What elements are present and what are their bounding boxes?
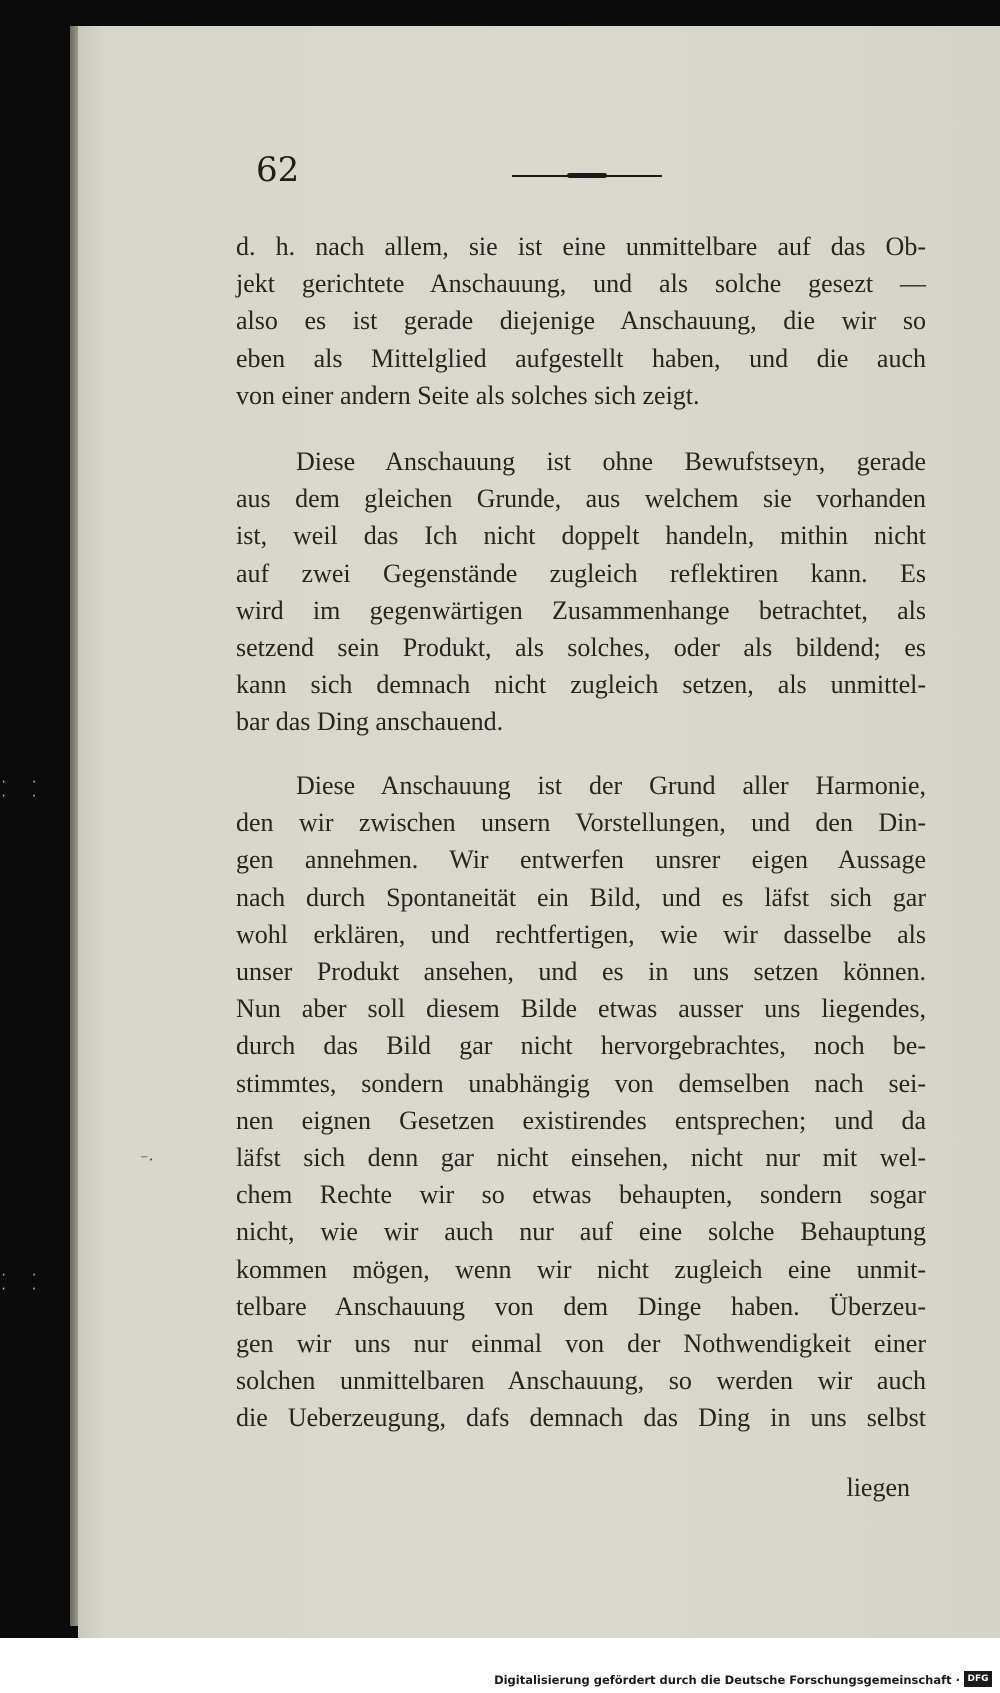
header-rule xyxy=(512,175,662,177)
text-line: nach durch Spontaneität ein Bild, und es läfst sich gar xyxy=(236,882,926,912)
text-line: ist, weil das Ich nicht doppelt handeln, mithin nicht xyxy=(236,521,926,551)
paragraph-1 xyxy=(236,228,926,414)
text-line: also es ist gerade diejenige Anschauung, die wir so xyxy=(236,306,926,336)
text-line: solchen unmittelbaren Anschauung, so werden wir auch xyxy=(236,1366,926,1396)
text-line: jekt gerichtete Anschauung, und als solche gesezt — xyxy=(236,269,926,299)
text-line: gen annehmen. Wir entwerfen unsrer eigen Aussage xyxy=(236,845,926,875)
text-line: auf zwei Gegenstände zugleich reflektiren kann. Es xyxy=(236,558,926,588)
text-line: aus dem gleichen Grunde, aus welchem sie vorhanden xyxy=(236,484,926,514)
text-line: die Ueberzeugung, dafs demnach das Ding in uns selbst xyxy=(236,1403,926,1433)
text-line: wird im gegenwärtigen Zusammenhange betrachtet, als xyxy=(236,595,926,625)
paragraph-2 xyxy=(236,443,926,741)
page-header xyxy=(256,150,916,190)
text-line: läfst sich denn gar nicht einsehen, nicht nur mit wel- xyxy=(236,1143,926,1173)
text-line: kann sich demnach nicht zugleich setzen, als unmittel- xyxy=(236,670,926,700)
text-line: setzend sein Produkt, als solches, oder als bildend; es xyxy=(236,633,926,663)
text-line: bar das Ding anschauend. xyxy=(236,707,504,737)
text-line: telbare Anschauung von dem Dinge haben. Überzeu- xyxy=(236,1291,926,1321)
text-line: chem Rechte wir so etwas behaupten, sondern sogar xyxy=(236,1180,926,1210)
margin-dots: · · · · xyxy=(0,1268,46,1296)
margin-mark: ⁻· xyxy=(140,1150,154,1169)
text-line: nicht, wie wir auch nur auf eine solche Behauptung xyxy=(236,1217,926,1247)
text-line: unser Produkt ansehen, und es in uns setzen können. xyxy=(236,957,926,987)
text-line: durch das Bild gar nicht hervorgebrachtes, noch be- xyxy=(236,1031,926,1061)
text-line: gen wir uns nur einmal von der Nothwendigkeit einer xyxy=(236,1329,926,1359)
text-line: Nun aber soll diesem Bilde etwas ausser uns liegendes, xyxy=(236,994,926,1024)
text-line: kommen mögen, wenn wir nicht zugleich eine unmit- xyxy=(236,1254,926,1284)
funding-credit: Digitalisierung gefördert durch die Deutsche Forschungsgemeinschaft · xyxy=(494,1673,960,1687)
text-line: d. h. nach allem, sie ist eine unmittelbare auf das Ob- xyxy=(236,232,926,261)
text-line: stimmtes, sondern unabhängig von demselben nach sei- xyxy=(236,1068,926,1098)
text-line: Diese Anschauung ist ohne Bewufstseyn, gerade xyxy=(296,447,926,476)
paragraph-3 xyxy=(236,767,926,1437)
text-line: nen eignen Gesetzen existirendes entsprechen; und da xyxy=(236,1105,926,1135)
margin-dots: · · · · xyxy=(0,775,46,803)
text-line: von einer andern Seite als solches sich zeigt. xyxy=(236,380,700,410)
text-line: eben als Mittelglied aufgestellt haben, und die auch xyxy=(236,343,926,373)
footer-bar xyxy=(0,1638,1000,1693)
dfg-logo: DFG xyxy=(964,1671,992,1687)
text-line: wohl erklären, und rechtfertigen, wie wir dasselbe als xyxy=(236,919,926,949)
text-line: den wir zwischen unsern Vorstellungen, und den Din- xyxy=(236,808,926,838)
catchword: liegen xyxy=(846,1473,910,1502)
text-line: Diese Anschauung ist der Grund aller Harmonie, xyxy=(296,771,926,800)
page-number: 62 xyxy=(256,150,300,190)
